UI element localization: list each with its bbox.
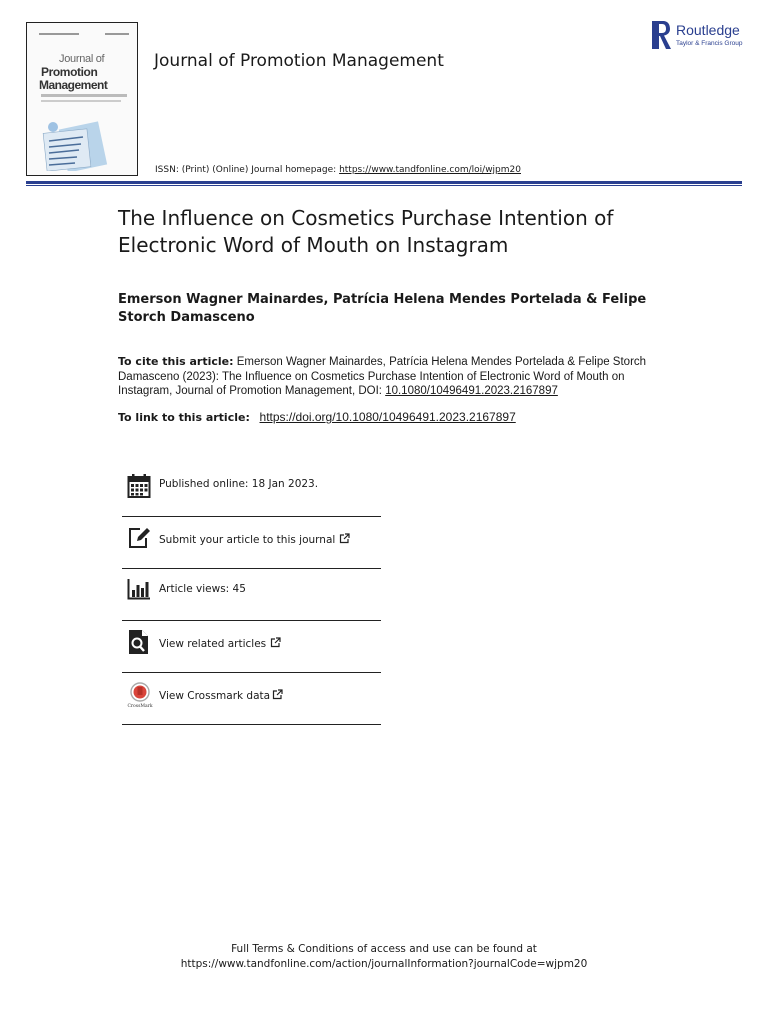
- article-authors: Emerson Wagner Mainardes, Patrícia Helena Mendes Portelada & Felipe Storch Damasceno: [118, 292, 647, 325]
- crossmark-link[interactable]: View Crossmark data: [159, 689, 283, 702]
- terms-footer: [0, 942, 768, 972]
- terms-url[interactable]: https://www.tandfonline.com/action/journalInformation?journalCode=wjpm20: [180, 958, 588, 970]
- publisher-subtitle: Taylor & Francis Group: [676, 40, 743, 47]
- bar-chart-icon: [127, 576, 151, 602]
- citation-label: To cite this article:: [118, 355, 234, 368]
- citation-text: Emerson Wagner Mainardes, Patrícia Helena Mendes Portelada & Felipe Storch Damasceno (2023): The Influence on Cosmetics Purchase Intention of Electronic Word of Mouth on Instagram, Journal of Promotion Management, DOI:: [118, 356, 647, 397]
- citation-block: [118, 355, 648, 399]
- published-date-text: Published online: 18 Jan 2023.: [159, 478, 319, 490]
- article-link-label: To link to this article:: [118, 411, 250, 424]
- article-link-line: [118, 410, 516, 424]
- journal-name: Journal of Promotion Management: [154, 51, 444, 71]
- published-row: [122, 464, 381, 517]
- document-search-icon: [127, 629, 151, 655]
- edit-icon: [127, 525, 151, 551]
- related-articles-row[interactable]: [122, 621, 381, 673]
- article-doi-link[interactable]: https://doi.org/10.1080/10496491.2023.2167897: [259, 410, 516, 424]
- publisher-name: Routledge: [676, 22, 740, 38]
- external-link-icon: [339, 533, 350, 544]
- article-info-list: [122, 464, 381, 725]
- publisher-logo: [652, 21, 748, 51]
- cover-title-line3: Management: [39, 78, 108, 92]
- header-divider: [26, 181, 742, 184]
- submit-article-link[interactable]: Submit your article to this journal: [159, 533, 350, 546]
- article-views-row: [122, 569, 381, 621]
- journal-cover-image: [26, 22, 138, 176]
- cover-title-line2: Promotion: [41, 65, 98, 79]
- cover-artwork: [39, 117, 111, 171]
- calendar-icon: [127, 473, 151, 499]
- issn-text: ISSN: (Print) (Online) Journal homepage:: [155, 165, 340, 175]
- external-link-icon: [272, 689, 283, 700]
- submit-article-row[interactable]: [122, 517, 381, 569]
- terms-text: Full Terms & Conditions of access and use can be found at: [231, 943, 537, 955]
- journal-homepage-link[interactable]: https://www.tandfonline.com/loi/wjpm20: [339, 165, 521, 175]
- crossmark-logo-icon: [126, 682, 154, 708]
- routledge-r-icon: [652, 21, 671, 49]
- header-divider-thin: [26, 185, 742, 186]
- article-views-text: Article views: 45: [159, 583, 246, 595]
- svg-text:CrossMark: CrossMark: [127, 704, 153, 708]
- citation-doi-link[interactable]: 10.1080/10496491.2023.2167897: [385, 385, 558, 397]
- related-articles-link[interactable]: View related articles: [159, 637, 281, 650]
- cover-title-line1: Journal of: [59, 53, 105, 65]
- external-link-icon: [270, 637, 281, 648]
- crossmark-row[interactable]: [122, 673, 381, 725]
- article-title: The Influence on Cosmetics Purchase Intention of Electronic Word of Mouth on Instagram: [118, 206, 614, 257]
- issn-line: [155, 165, 521, 175]
